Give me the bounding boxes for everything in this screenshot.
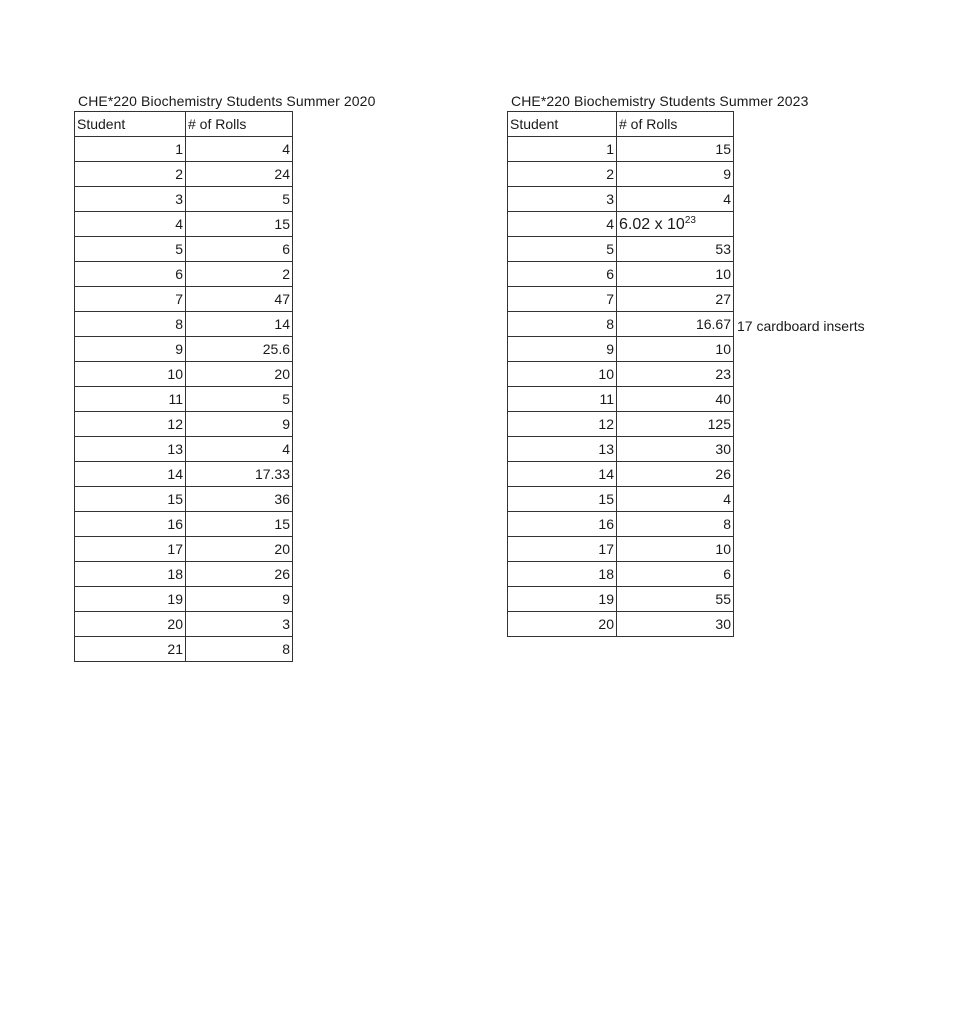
cell-rolls: 26 [617, 462, 734, 487]
cell-student: 16 [508, 512, 617, 537]
cell-rolls: 20 [186, 537, 293, 562]
rolls-table-2020 [74, 111, 293, 662]
cell-student: 17 [75, 537, 186, 562]
cell-rolls: 6 [186, 237, 293, 262]
cell-student: 1 [508, 137, 617, 162]
cell-student: 17 [508, 537, 617, 562]
cell-rolls: 15 [617, 137, 734, 162]
cell-student: 3 [508, 187, 617, 212]
table-row [508, 362, 734, 387]
cell-student: 4 [508, 212, 617, 237]
cell-student: 6 [508, 262, 617, 287]
cell-rolls: 16.67 [617, 312, 734, 337]
cell-student: 13 [75, 437, 186, 462]
table-row [508, 137, 734, 162]
cell-rolls: 3 [186, 612, 293, 637]
table-row [75, 187, 293, 212]
table-row [508, 512, 734, 537]
table-row [508, 312, 734, 337]
cell-rolls: 30 [617, 437, 734, 462]
cell-student: 10 [508, 362, 617, 387]
cell-student: 8 [508, 312, 617, 337]
table-row [508, 337, 734, 362]
cell-student: 7 [508, 287, 617, 312]
cell-student: 2 [75, 162, 186, 187]
table-row [508, 537, 734, 562]
table-row [75, 537, 293, 562]
cell-student: 18 [508, 562, 617, 587]
cell-student: 5 [75, 237, 186, 262]
cell-rolls: 9 [186, 412, 293, 437]
cell-rolls [617, 212, 734, 237]
table-row [75, 237, 293, 262]
cell-rolls: 6 [617, 562, 734, 587]
table-row [75, 587, 293, 612]
cell-student: 15 [508, 487, 617, 512]
cell-rolls: 40 [617, 387, 734, 412]
cell-student: 16 [75, 512, 186, 537]
cell-rolls: 8 [186, 637, 293, 662]
cell-rolls: 27 [617, 287, 734, 312]
cell-rolls: 10 [617, 537, 734, 562]
cell-student: 6 [75, 262, 186, 287]
table-row [75, 312, 293, 337]
cell-student: 1 [75, 137, 186, 162]
header-row [508, 112, 734, 137]
cell-student: 5 [508, 237, 617, 262]
table-row [508, 612, 734, 637]
cell-student: 19 [75, 587, 186, 612]
cell-rolls: 9 [617, 162, 734, 187]
cell-rolls-exponent: 23 [684, 214, 696, 226]
header-student: Student [75, 112, 186, 137]
cell-rolls: 17.33 [186, 462, 293, 487]
table-title-2023: CHE*220 Biochemistry Students Summer 2023 [511, 93, 809, 109]
cell-student: 10 [75, 362, 186, 387]
cell-student: 15 [75, 487, 186, 512]
cell-rolls: 14 [186, 312, 293, 337]
cell-student: 21 [75, 637, 186, 662]
cell-student: 20 [75, 612, 186, 637]
table-row [75, 212, 293, 237]
table-row [75, 287, 293, 312]
cell-student: 9 [508, 337, 617, 362]
cell-rolls: 15 [186, 212, 293, 237]
cell-student: 7 [75, 287, 186, 312]
cell-rolls: 8 [617, 512, 734, 537]
cell-student: 11 [75, 387, 186, 412]
rolls-table-2023 [507, 111, 734, 637]
cell-student: 12 [508, 412, 617, 437]
cell-rolls: 36 [186, 487, 293, 512]
cell-student: 18 [75, 562, 186, 587]
table-row [508, 212, 734, 237]
cell-rolls: 5 [186, 187, 293, 212]
table-body-2020 [75, 137, 293, 662]
cell-rolls: 4 [617, 487, 734, 512]
cell-rolls: 125 [617, 412, 734, 437]
cell-rolls: 10 [617, 262, 734, 287]
table-2020 [74, 91, 376, 662]
table-row [508, 412, 734, 437]
table-row [508, 287, 734, 312]
table-row [75, 612, 293, 637]
cell-student: 13 [508, 437, 617, 462]
table-row [75, 412, 293, 437]
table-row [75, 562, 293, 587]
cell-rolls: 9 [186, 587, 293, 612]
cell-student: 19 [508, 587, 617, 612]
table-row [75, 512, 293, 537]
cell-student: 12 [75, 412, 186, 437]
table-title-2020: CHE*220 Biochemistry Students Summer 2020 [78, 93, 376, 109]
table-row [508, 462, 734, 487]
table-2023 [507, 91, 809, 637]
table-row [75, 162, 293, 187]
cell-student: 20 [508, 612, 617, 637]
cell-rolls: 23 [617, 362, 734, 387]
cell-rolls: 55 [617, 587, 734, 612]
table-row [75, 387, 293, 412]
side-note: 17 cardboard inserts [737, 318, 865, 334]
cell-student: 8 [75, 312, 186, 337]
table-row [75, 487, 293, 512]
header-row [75, 112, 293, 137]
table-row [508, 187, 734, 212]
cell-rolls: 5 [186, 387, 293, 412]
table-row [75, 337, 293, 362]
table-row [508, 487, 734, 512]
table-row [75, 437, 293, 462]
cell-rolls: 47 [186, 287, 293, 312]
cell-student: 2 [508, 162, 617, 187]
table-row [75, 362, 293, 387]
header-student: Student [508, 112, 617, 137]
cell-rolls: 10 [617, 337, 734, 362]
cell-rolls: 4 [617, 187, 734, 212]
cell-rolls: 26 [186, 562, 293, 587]
cell-rolls: 4 [186, 137, 293, 162]
cell-rolls: 25.6 [186, 337, 293, 362]
cell-rolls: 30 [617, 612, 734, 637]
table-row [508, 162, 734, 187]
cell-rolls: 2 [186, 262, 293, 287]
table-row [508, 262, 734, 287]
table-body-2023 [508, 137, 734, 637]
table-row [508, 587, 734, 612]
table-row [508, 562, 734, 587]
table-row [75, 262, 293, 287]
table-row [75, 637, 293, 662]
cell-rolls: 20 [186, 362, 293, 387]
table-row [508, 387, 734, 412]
cell-student: 14 [508, 462, 617, 487]
cell-rolls: 4 [186, 437, 293, 462]
header-rolls: # of Rolls [617, 112, 734, 137]
table-row [75, 462, 293, 487]
cell-student: 9 [75, 337, 186, 362]
cell-rolls-base: 6.02 x 10 [619, 215, 685, 233]
table-row [508, 237, 734, 262]
cell-student: 14 [75, 462, 186, 487]
table-row [508, 437, 734, 462]
cell-rolls: 53 [617, 237, 734, 262]
cell-rolls: 15 [186, 512, 293, 537]
table-row [75, 137, 293, 162]
header-rolls: # of Rolls [186, 112, 293, 137]
cell-student: 11 [508, 387, 617, 412]
cell-student: 3 [75, 187, 186, 212]
cell-student: 4 [75, 212, 186, 237]
cell-rolls: 24 [186, 162, 293, 187]
